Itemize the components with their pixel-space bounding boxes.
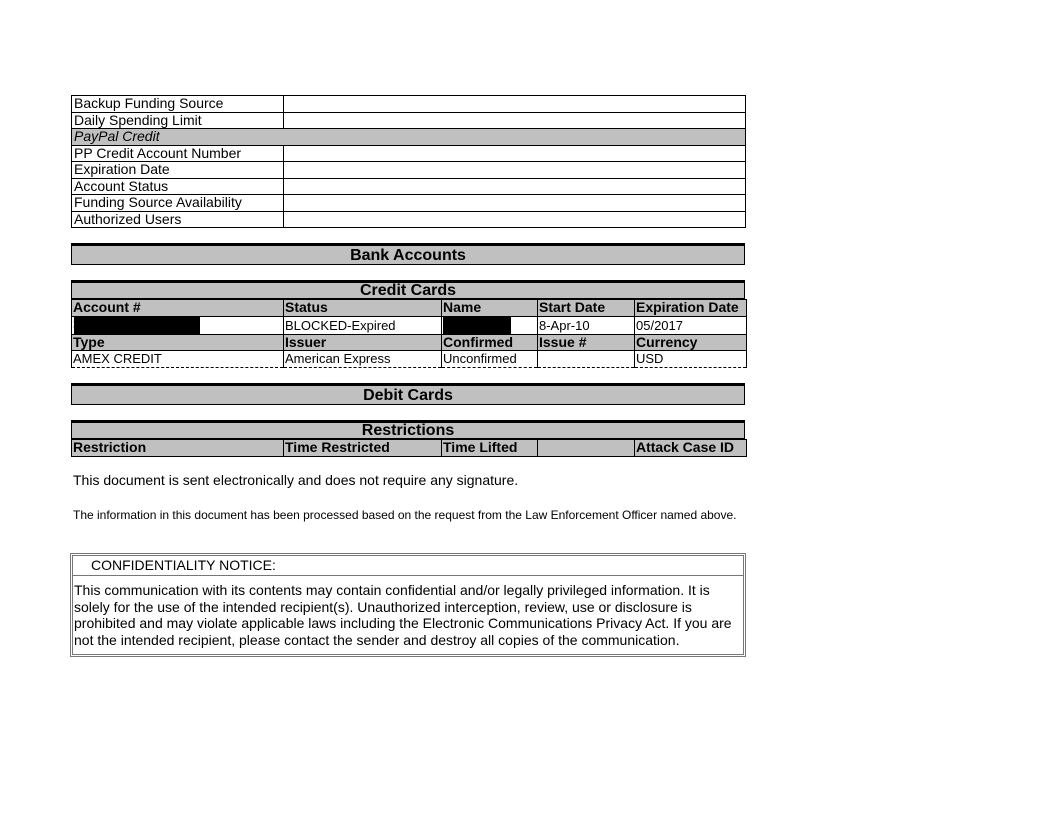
col-header: Issue # <box>538 334 635 351</box>
expiration-date-cell: 05/2017 <box>635 316 747 334</box>
kv-value <box>284 96 746 113</box>
col-header: Attack Case ID <box>635 440 747 457</box>
kv-value <box>284 211 746 228</box>
funding-table <box>71 95 746 228</box>
divider <box>73 575 743 576</box>
kv-row <box>72 112 746 129</box>
col-header: Currency <box>635 334 747 351</box>
issuer-cell: American Express <box>284 351 442 368</box>
kv-row <box>72 211 746 228</box>
table-header-row <box>72 334 747 351</box>
kv-label: Funding Source Availability <box>72 195 284 212</box>
confidentiality-body: This communication with its contents may contain confidential and/or legally privileged information. It is solely for the use of the intended recipient(s). Unauthorized interception, review, use or disclosure is prohibited and may violate applicable laws including the Electronic Communications Privacy Act. If you are not the intended recipient, please contact the sender and destroy all copies of the communication. <box>74 582 732 648</box>
col-header <box>538 440 635 457</box>
kv-row <box>72 178 746 195</box>
kv-row <box>72 96 746 113</box>
restrictions-heading: Restrictions <box>71 420 745 439</box>
kv-label: Account Status <box>72 178 284 195</box>
redaction-block <box>74 317 200 334</box>
col-header: Issuer <box>284 334 442 351</box>
table-header-row <box>72 300 747 317</box>
status-cell: BLOCKED-Expired <box>284 316 442 334</box>
bank-accounts-heading: Bank Accounts <box>71 243 745 265</box>
name-cell <box>442 316 538 334</box>
account-number-cell <box>72 316 284 334</box>
issue-cell <box>538 351 635 368</box>
col-header: Status <box>284 300 442 317</box>
kv-label: Authorized Users <box>72 211 284 228</box>
col-header: Type <box>72 334 284 351</box>
col-header: Time Restricted <box>284 440 442 457</box>
table-row <box>72 316 747 334</box>
kv-row <box>72 145 746 162</box>
col-header: Confirmed <box>442 334 538 351</box>
credit-cards-table <box>71 299 747 368</box>
start-date-cell: 8-Apr-10 <box>538 316 635 334</box>
kv-value <box>284 162 746 179</box>
credit-cards-heading: Credit Cards <box>71 280 745 299</box>
processed-note: The information in this document has been processed based on the request from the Law Enforcement Officer named above. <box>73 508 737 522</box>
kv-label: Daily Spending Limit <box>72 112 284 129</box>
signature-note: This document is sent electronically and does not require any signature. <box>73 472 519 488</box>
currency-cell: USD <box>635 351 747 368</box>
col-header: Account # <box>72 300 284 317</box>
section-label-paypal-credit: PayPal Credit <box>72 129 746 146</box>
kv-row <box>72 162 746 179</box>
redaction-block <box>443 317 511 334</box>
col-header: Expiration Date <box>635 300 747 317</box>
col-header: Restriction <box>72 440 284 457</box>
col-header: Name <box>442 300 538 317</box>
table-header-row <box>72 440 747 457</box>
col-header: Start Date <box>538 300 635 317</box>
confirmed-cell: Unconfirmed <box>442 351 538 368</box>
kv-row <box>72 195 746 212</box>
confidentiality-title: CONFIDENTIALITY NOTICE: <box>91 557 276 573</box>
type-cell: AMEX CREDIT <box>72 351 284 368</box>
kv-value <box>284 112 746 129</box>
section-row <box>72 129 746 146</box>
debit-cards-heading: Debit Cards <box>71 383 745 405</box>
kv-label: Expiration Date <box>72 162 284 179</box>
table-row <box>72 351 747 368</box>
kv-label: PP Credit Account Number <box>72 145 284 162</box>
col-header: Time Lifted <box>442 440 538 457</box>
kv-value <box>284 145 746 162</box>
restrictions-table <box>71 439 747 457</box>
kv-label: Backup Funding Source <box>72 96 284 113</box>
kv-value <box>284 195 746 212</box>
kv-value <box>284 178 746 195</box>
confidentiality-notice <box>70 553 746 657</box>
